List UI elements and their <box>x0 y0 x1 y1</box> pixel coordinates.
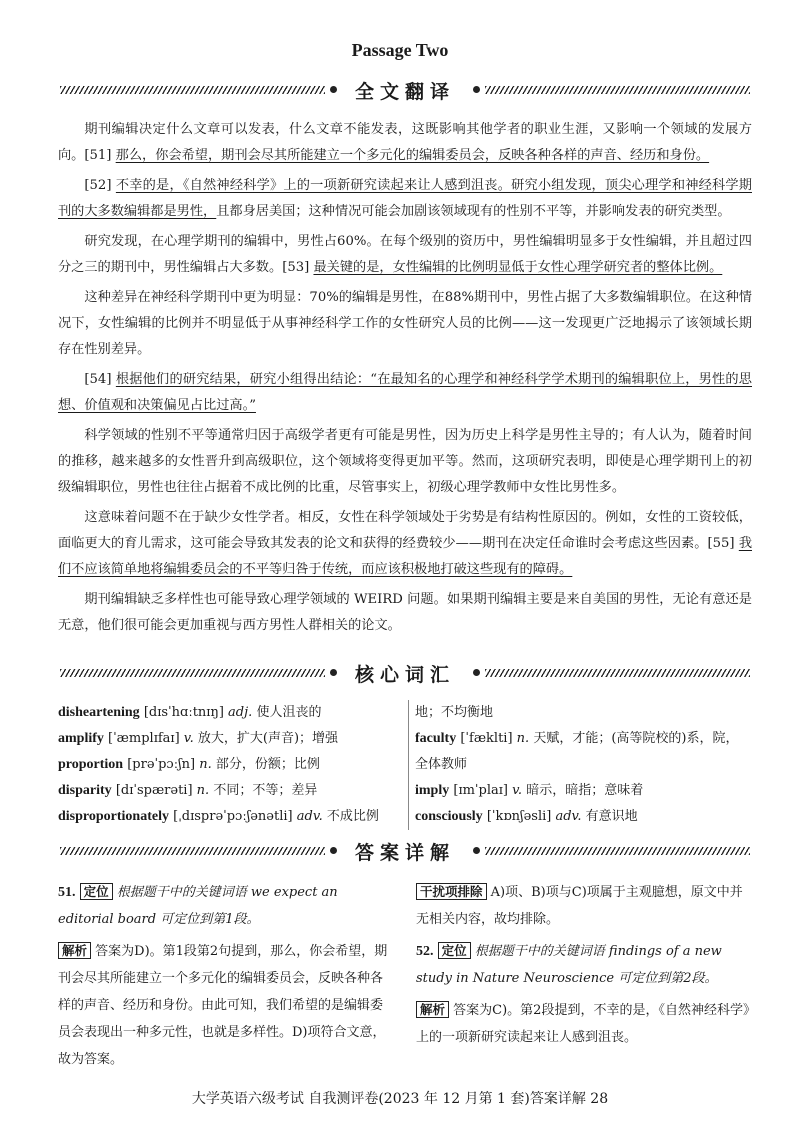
answer-52-analysis: 解析 答案为C)。第2段提到，不幸的是，《自然神经科学》上的一项新研究读起来让人感到沮丧。 <box>416 1002 750 1045</box>
paragraph: 期刊编辑缺乏多样性也可能导致心理学领域的 WEIRD 问题。如果期刊编辑主要是来自美国的男性，无论有意还是无意，他们很可能会更加重视与西方男性人群相关的论文。 <box>58 592 752 633</box>
vocab-entry: imply [ɪmˈplaɪ] v. 暗示，暗指；意味着 <box>415 783 644 798</box>
answer-52-locate: 52. 定位 根据题干中的关键词语 findings of a new study in Nature Neuroscience 可定位到第2段。 <box>416 943 722 986</box>
answer-51-locate: 51. 定位 根据题干中的关键词语 we expect an editorial board 可定位到第1段。 <box>58 884 338 927</box>
hatch-divider <box>485 669 750 677</box>
vocab-entry: disproportionately [ˌdɪsprəˈpɔːʃənətli] adv. 不成比例 <box>58 809 379 824</box>
section-header-answers <box>60 838 750 864</box>
bullet-dot <box>473 847 480 854</box>
hatch-divider <box>485 86 750 94</box>
passage-title: Passage Two <box>351 40 449 60</box>
analysis-tag: 解析 <box>58 942 91 959</box>
vocab-entry: disparity [dɪˈspærəti] n. 不同；不等；差异 <box>58 783 318 798</box>
answers-column-left <box>58 878 388 1077</box>
answer-51-analysis: 解析 答案为D)。第1段第2句提到，那么，你会希望，期刊会尽其所能建立一个多元化的编辑委员会，反映各种各样的声音、经历和身份。由此可知，我们希望的是编辑委员会表现出一种多元性，也就是多样性。D)项符合文意，故为答案。 <box>58 943 388 1067</box>
vocab-entry: amplify [ˈæmplɪfaɪ] v. 放大，扩大(声音)；增强 <box>58 731 339 746</box>
hatch-divider <box>485 847 750 855</box>
paragraph: 期刊编辑决定什么文章可以发表，什么文章不能发表，这既影响其他学者的职业生涯，又影响一个领域的发展方向。[51] 那么，你会希望，期刊会尽其所能建立一个多元化的编辑委员会，反映各种各样的声音、经历和身份。 <box>58 122 752 163</box>
vocab-continuation: 全体教师 <box>415 757 468 772</box>
vocabulary-list <box>58 700 752 830</box>
translation-body <box>58 117 752 643</box>
paragraph: 科学领域的性别不平等通常归因于高级学者更有可能是男性，因为历史上科学是男性主导的；有人认为，随着时间的推移，越来越多的女性晋升到高级职位，这个领域将变得更加平等。然而，这项研究表明，即使是心理学期刊上的初级编辑职位，男性也往往占据着不成比例的比重，尽管事实上，初级心理学教师中女性比男性多。 <box>58 428 752 495</box>
bullet-dot <box>473 669 480 676</box>
analysis-tag: 解析 <box>416 1001 449 1018</box>
answer-51-exclude: 干扰项排除 A)项、B)项与C)项属于主观臆想，原文中并无相关内容，故均排除。 <box>416 884 743 927</box>
vocab-column-left <box>58 700 388 830</box>
paragraph: 这种差异在神经科学期刊中更为明显：70%的编辑是男性，在88%期刊中，男性占据了大多数编辑职位。在这种情况下，女性编辑的比例并不明显低于从事神经科学工作的女性研究人员的比例——这一发现更广泛地揭示了该领域长期存在性别差异。 <box>58 290 752 357</box>
vocab-entry: faculty [ˈfæklti] n. 天赋，才能；(高等院校的)系，院， <box>415 731 739 746</box>
paragraph: 这意味着问题不在于缺少女性学者。相反，女性在科学领域处于劣势是有结构性原因的。例如，女性的工资较低，面临更大的育儿需求，这可能会导致其发表的论文和获得的经费较少——期刊在决定任命谁时会考虑这些因素。[55] 我们不应该简单地将编辑委员会的不平等归咎于传统，而应该积极地打破这些现有的障碍。 <box>58 510 752 577</box>
section-title: 核心词汇 <box>354 664 455 686</box>
vocab-entry: consciously [ˈkɒnʃəsli] adv. 有意识地 <box>415 809 638 824</box>
paragraph: 研究发现，在心理学期刊的编辑中，男性占60%。在每个级别的资历中，男性编辑明显多于女性编辑，并且超过四分之三的期刊中，男性编辑占大多数。[53] 最关键的是，女性编辑的比例明显低于女性心理学研究者的整体比例。 <box>58 234 752 275</box>
page-footer: 大学英语六级考试 自我测评卷(2023 年 12 月第 1 套)答案详解 28 <box>191 1091 609 1107</box>
section-header-vocabulary <box>60 660 750 686</box>
answers-column-right <box>416 878 754 1055</box>
section-title: 全文翻译 <box>354 81 455 103</box>
section-header-translation <box>60 77 750 103</box>
vocab-entry: disheartening [dɪsˈhɑːtnɪŋ] adj. 使人沮丧的 <box>58 705 322 720</box>
section-title: 答案详解 <box>354 842 455 864</box>
vocab-column-right <box>408 700 759 830</box>
locate-tag: 定位 <box>438 942 471 959</box>
exclude-tag: 干扰项排除 <box>416 883 487 900</box>
vocab-entry: proportion [prəˈpɔːʃn] n. 部分，份额；比例 <box>58 757 320 772</box>
paragraph: [52] 不幸的是，《自然神经科学》上的一项新研究读起来让人感到沮丧。研究小组发现，顶尖心理学和神经科学期刊的大多数编辑都是男性，且都身居美国；这种情况可能会加剧该领域现有的性别不平等，并影响发表的研究类型。 <box>58 178 752 219</box>
locate-tag: 定位 <box>80 883 113 900</box>
vocab-continuation: 地；不均衡地 <box>415 705 494 720</box>
paragraph: [54] 根据他们的研究结果，研究小组得出结论：“在最知名的心理学和神经科学学术期刊的编辑职位上，男性的思想、价值观和决策偏见占比过高。” <box>58 372 752 413</box>
bullet-dot <box>473 86 480 93</box>
